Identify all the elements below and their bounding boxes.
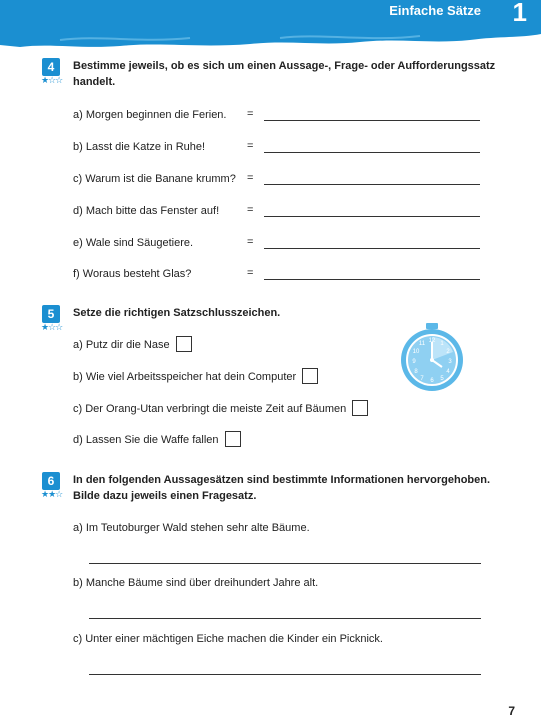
equals-sign: = xyxy=(247,236,254,248)
svg-text:4: 4 xyxy=(446,369,450,375)
chapter-number: 1 xyxy=(512,0,527,27)
svg-text:6: 6 xyxy=(430,378,434,384)
list-item: b) Lasst die Katze in Ruhe! xyxy=(73,141,206,153)
equals-sign: = xyxy=(247,172,254,184)
svg-text:7: 7 xyxy=(420,376,424,382)
task-number-badge: 4 xyxy=(42,58,60,76)
answer-line[interactable] xyxy=(264,216,480,217)
svg-text:10: 10 xyxy=(412,349,420,355)
svg-text:9: 9 xyxy=(412,359,416,365)
chapter-header-band xyxy=(0,0,541,50)
punctuation-box[interactable] xyxy=(352,400,368,416)
list-item xyxy=(73,369,318,385)
svg-text:2: 2 xyxy=(446,349,450,355)
task-instruction: Setze die richtigen Satzschlusszeichen. xyxy=(73,307,281,319)
answer-line[interactable] xyxy=(264,184,480,185)
answer-line[interactable] xyxy=(89,618,481,619)
list-item: e) Wale sind Säugetiere. xyxy=(73,237,194,249)
task-instruction: Bestimme jeweils, ob es sich um einen Aussage-, Frage- oder Aufforderungssatz handelt. xyxy=(73,60,496,88)
list-item xyxy=(73,337,192,353)
answer-line[interactable] xyxy=(89,563,481,564)
equals-sign: = xyxy=(247,204,254,216)
list-item xyxy=(73,401,368,417)
punctuation-box[interactable] xyxy=(225,431,241,447)
answer-line[interactable] xyxy=(89,674,481,675)
list-item-text: a) Putz dir die Nase xyxy=(73,338,170,351)
stopwatch-icon xyxy=(397,322,467,392)
list-item-text: c) Der Orang-Utan verbringt die meiste Zeit auf Bäumen xyxy=(73,402,347,415)
svg-text:8: 8 xyxy=(414,369,418,375)
svg-text:3: 3 xyxy=(448,359,452,365)
answer-line[interactable] xyxy=(264,120,480,121)
svg-text:12: 12 xyxy=(428,338,436,344)
equals-sign: = xyxy=(247,267,254,279)
equals-sign: = xyxy=(247,108,254,120)
answer-line[interactable] xyxy=(264,248,480,249)
task-instruction: In den folgenden Aussagesätzen sind bestimmte Informationen hervorgehoben. Bilde dazu jeweils einen Fragesatz. xyxy=(73,474,491,502)
punctuation-box[interactable] xyxy=(302,368,318,384)
list-item: a) Morgen beginnen die Ferien. xyxy=(73,109,227,121)
chapter-title: Einfache Sätze xyxy=(389,3,481,18)
list-item-text: d) Lassen Sie die Waffe fallen xyxy=(73,433,219,446)
svg-text:1: 1 xyxy=(440,341,444,347)
difficulty-stars: ★★☆ xyxy=(41,489,63,499)
task-4 xyxy=(42,58,512,288)
answer-line[interactable] xyxy=(264,279,480,280)
answer-line[interactable] xyxy=(264,152,480,153)
list-item: c) Warum ist die Banane krumm? xyxy=(73,173,236,185)
list-item-text: b) Wie viel Arbeitsspeicher hat dein Computer xyxy=(73,370,297,383)
task-number-badge: 6 xyxy=(42,472,60,490)
equals-sign: = xyxy=(247,140,254,152)
list-item xyxy=(73,432,241,448)
difficulty-stars: ★☆☆ xyxy=(41,75,63,85)
task-number-badge: 5 xyxy=(42,305,60,323)
svg-text:5: 5 xyxy=(440,376,444,382)
list-item: a) Im Teutoburger Wald stehen sehr alte Bäume. xyxy=(73,522,310,534)
list-item: d) Mach bitte das Fenster auf! xyxy=(73,205,220,217)
svg-text:11: 11 xyxy=(418,341,426,347)
difficulty-stars: ★☆☆ xyxy=(41,322,63,332)
list-item: c) Unter einer mächtigen Eiche machen die Kinder ein Picknick. xyxy=(73,633,383,645)
page-number: 7 xyxy=(508,704,515,718)
list-item: f) Woraus besteht Glas? xyxy=(73,268,192,280)
list-item: b) Manche Bäume sind über dreihundert Jahre alt. xyxy=(73,577,319,589)
task-6 xyxy=(42,472,512,682)
punctuation-box[interactable] xyxy=(176,336,192,352)
